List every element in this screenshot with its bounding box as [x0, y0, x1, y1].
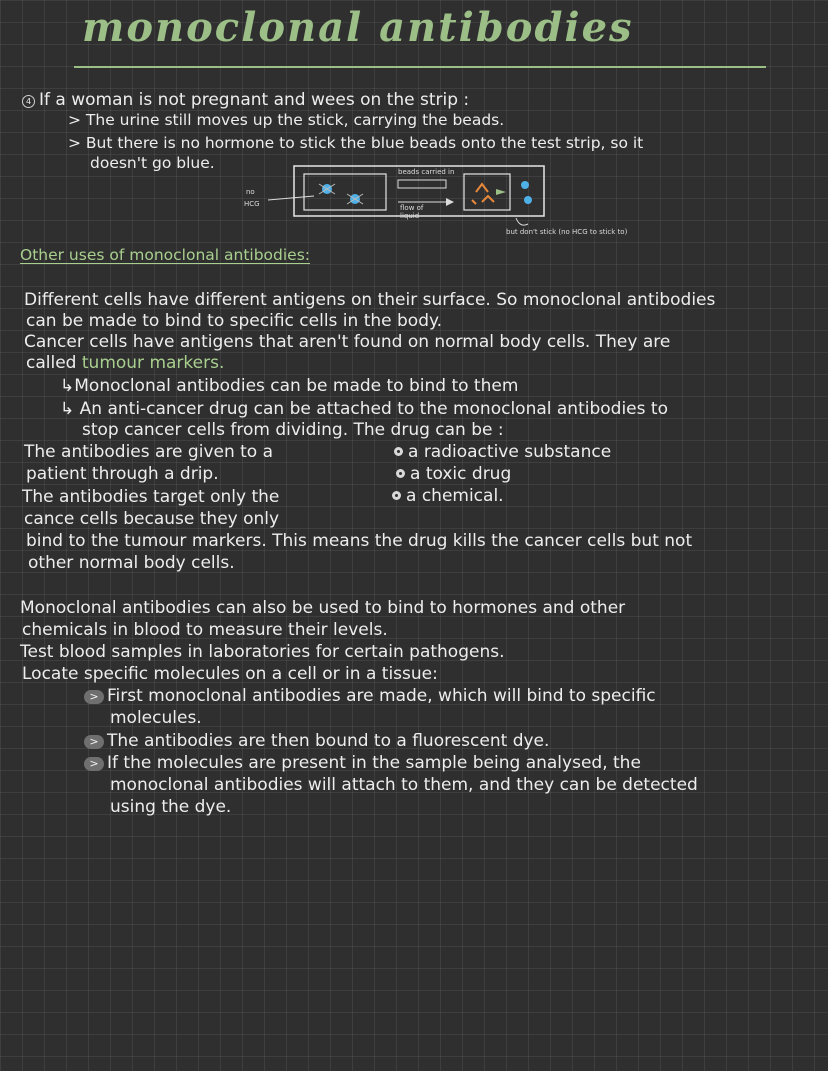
paragraph-1-line-2: can be made to bind to specific cells in the body.	[26, 311, 443, 331]
diagram-label-no: no	[246, 188, 255, 196]
pregnancy-bullet-2-line-1: > But there is no hormone to stick the blue beads onto the test strip, so it	[68, 134, 644, 152]
title-underline	[74, 66, 766, 68]
step-1-line-1	[84, 686, 656, 706]
diagram-beads-carried: beads carried in	[398, 168, 455, 176]
paragraph-2-line-1: Cancer cells have antigens that aren't found on normal body cells. They are	[24, 332, 671, 352]
measure-line-3: Test blood samples in laboratories for certain pathogens.	[20, 642, 505, 662]
step-3-line-2: monoclonal antibodies will attach to them, and they can be detected	[110, 775, 698, 795]
diagram-caption: but don't stick (no HCG to stick to)	[506, 228, 628, 236]
paragraph-1-line-1: Different cells have different antigens on their surface. So monoclonal antibodies	[24, 290, 716, 310]
step-3-text: If the molecules are present in the sample being analysed, the	[107, 753, 641, 773]
diagram-label-hcg: HCG	[244, 200, 260, 208]
numbered-marker: 4	[22, 95, 35, 108]
target-line-3: bind to the tumour markers. This means the drug kills the cancer cells but not	[26, 531, 693, 551]
target-line-4: other normal body cells.	[28, 553, 235, 573]
pregnancy-bullet-1: > The urine still moves up the stick, carrying the beads.	[68, 111, 505, 129]
page-title: monoclonal antibodies	[82, 4, 634, 51]
other-uses-heading: Other uses of monoclonal antibodies:	[20, 246, 311, 264]
measure-line-4: Locate specific molecules on a cell or in a tissue:	[22, 664, 438, 684]
arrow-point-2-line-2: stop cancer cells from dividing. The drug can be :	[82, 420, 504, 440]
step-marker-icon: >	[84, 735, 104, 749]
test-strip-diagram	[240, 162, 660, 242]
pregnancy-bullet-2-line-2: doesn't go blue.	[90, 154, 215, 172]
given-line-1: The antibodies are given to a	[24, 442, 274, 462]
step-3-line-3: using the dye.	[110, 797, 232, 817]
drug-option-2-text: a toxic drug	[410, 464, 512, 484]
diagram-flow-line-1: flow of	[400, 204, 424, 212]
bullet-dot-icon	[394, 447, 403, 456]
step-marker-icon: >	[84, 690, 104, 704]
measure-line-1: Monoclonal antibodies can also be used to bind to hormones and other	[20, 598, 626, 618]
step-1-line-2: molecules.	[110, 708, 202, 728]
tumour-markers-term: tumour markers.	[81, 353, 225, 373]
target-line-2: cance cells because they only	[24, 509, 280, 529]
drug-option-3	[392, 486, 504, 506]
arrow-point-2-line-1: ↳ An anti-cancer drug can be attached to the monoclonal antibodies to	[60, 399, 668, 419]
diagram-flow-line-2: liquid	[400, 212, 420, 220]
blue-bead-icon	[319, 184, 363, 204]
step-3-line-1	[84, 753, 641, 773]
target-line-1: The antibodies target only the	[22, 487, 280, 507]
drug-option-1	[394, 442, 611, 462]
pregnancy-intro-text: If a woman is not pregnant and wees on the strip :	[39, 90, 470, 110]
bullet-dot-icon	[396, 469, 405, 478]
called-text: called	[26, 353, 77, 373]
paragraph-2-line-2	[26, 353, 224, 373]
step-1-text: First monoclonal antibodies are made, which will bind to specific	[107, 686, 656, 706]
drug-option-2	[396, 464, 511, 484]
hcg-antibody-icon	[472, 184, 494, 204]
drug-option-3-text: a chemical.	[406, 486, 504, 506]
arrow-point-1: ↳Monoclonal antibodies can be made to bind to them	[60, 376, 519, 396]
measure-line-2: chemicals in blood to measure their levels.	[22, 620, 388, 640]
step-2-text: The antibodies are then bound to a fluorescent dye.	[107, 731, 550, 751]
given-line-2: patient through a drip.	[26, 464, 219, 484]
drug-option-1-text: a radioactive substance	[408, 442, 612, 462]
step-2	[84, 731, 549, 751]
pregnancy-intro	[22, 90, 469, 110]
step-marker-icon: >	[84, 757, 104, 771]
bullet-dot-icon	[392, 491, 401, 500]
